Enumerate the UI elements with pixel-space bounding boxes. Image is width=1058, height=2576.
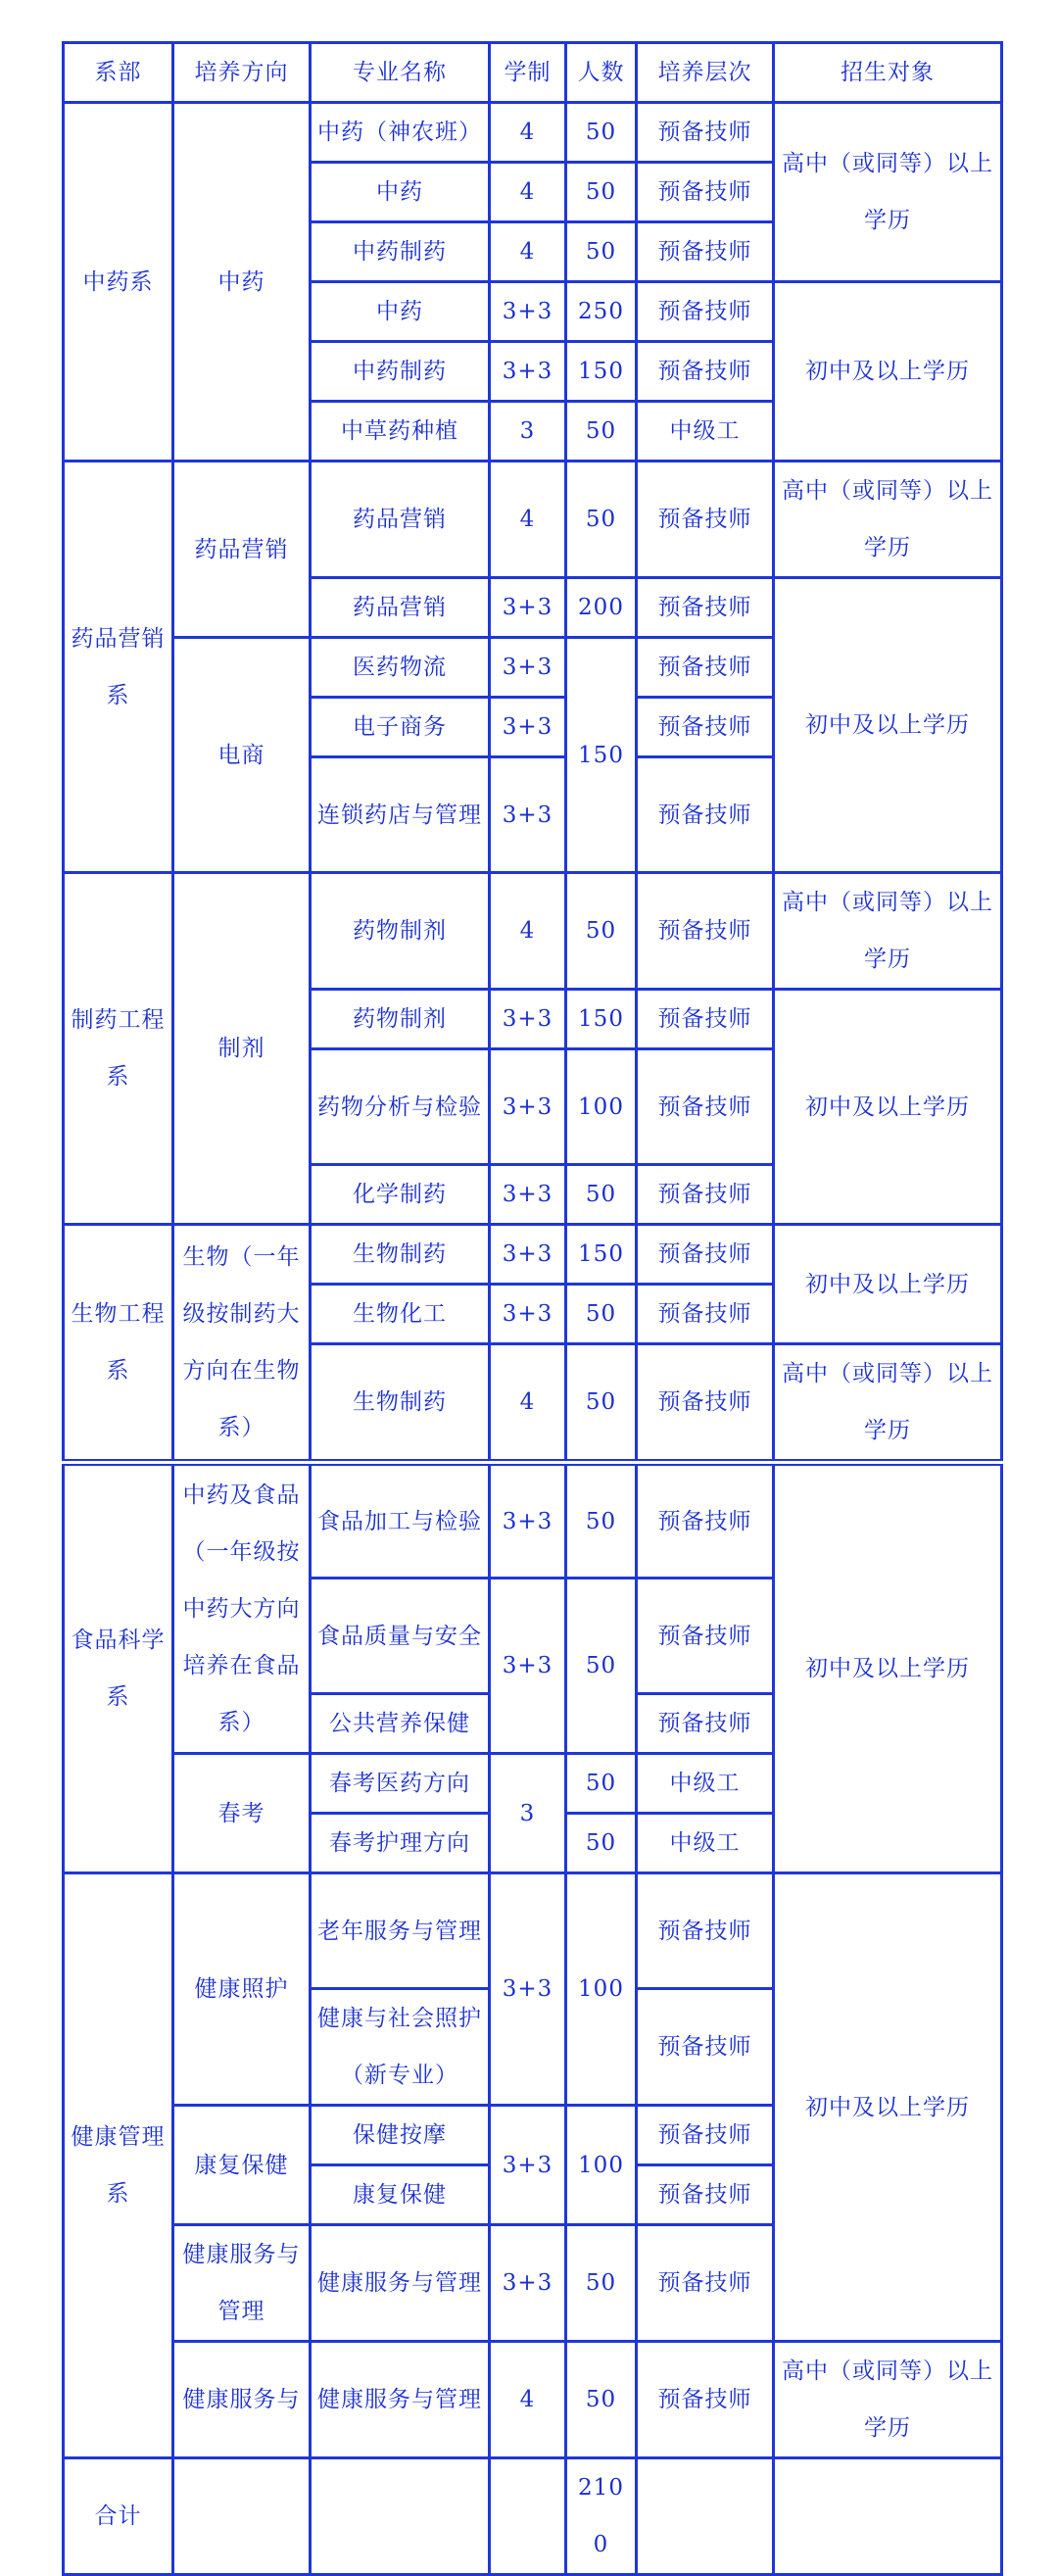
count-cell: 50 [566, 1754, 637, 1814]
level-cell: 预备技师 [637, 462, 774, 578]
direction-cell: 中药及食品（一年级按中药大方向培养在食品系） [173, 1463, 311, 1754]
enrollment-table [62, 41, 1003, 2576]
major-cell: 食品质量与安全 [311, 1579, 490, 1694]
level-cell: 预备技师 [637, 222, 774, 282]
major-cell: 中药（神农班） [311, 103, 490, 163]
level-cell: 预备技师 [637, 2342, 774, 2458]
level-cell: 预备技师 [637, 990, 774, 1049]
level-cell: 预备技师 [637, 342, 774, 402]
years-cell: 4 [490, 163, 566, 222]
target-cell: 初中及以上学历 [774, 1873, 1002, 2342]
table-row [64, 2342, 1002, 2458]
level-cell: 预备技师 [637, 578, 774, 638]
dept-cell: 生物工程系 [64, 1225, 173, 1463]
level-cell: 中级工 [637, 1814, 774, 1873]
dept-cell: 健康管理系 [64, 1873, 173, 2458]
table-row [64, 1225, 1002, 1285]
years-cell: 4 [490, 462, 566, 578]
major-cell: 健康服务与管理 [311, 2225, 490, 2342]
major-cell: 化学制药 [311, 1165, 490, 1225]
years-cell: 3+3 [490, 1225, 566, 1285]
dept-cell: 中药系 [64, 103, 173, 462]
direction-cell: 制剂 [173, 873, 311, 1225]
empty-cell [173, 2458, 311, 2575]
target-cell: 初中及以上学历 [774, 1225, 1002, 1344]
count-cell: 50 [566, 1344, 637, 1463]
level-cell: 预备技师 [637, 163, 774, 222]
years-cell: 3+3 [490, 638, 566, 698]
level-cell: 预备技师 [637, 1225, 774, 1285]
empty-cell [311, 2458, 490, 2575]
count-cell: 50 [566, 462, 637, 578]
major-cell: 生物制药 [311, 1344, 490, 1463]
count-cell: 150 [566, 1225, 637, 1285]
header-cell: 系部 [64, 43, 173, 103]
years-cell: 3+3 [490, 1873, 566, 2106]
years-cell: 3+3 [490, 698, 566, 757]
level-cell: 中级工 [637, 402, 774, 462]
empty-cell [490, 2458, 566, 2575]
direction-cell: 中药 [173, 103, 311, 462]
header-cell: 专业名称 [311, 43, 490, 103]
direction-cell: 健康服务与管理 [173, 2225, 311, 2342]
years-cell: 3+3 [490, 2106, 566, 2225]
header-cell: 学制 [490, 43, 566, 103]
years-cell: 4 [490, 103, 566, 163]
count-cell: 250 [566, 282, 637, 342]
major-cell: 连锁药店与管理 [311, 757, 490, 873]
level-cell: 预备技师 [637, 1989, 774, 2106]
count-cell: 50 [566, 1814, 637, 1873]
header-cell: 招生对象 [774, 43, 1002, 103]
header-cell: 培养方向 [173, 43, 311, 103]
major-cell: 电子商务 [311, 698, 490, 757]
major-cell: 药品营销 [311, 578, 490, 638]
level-cell: 预备技师 [637, 282, 774, 342]
major-cell: 药物制剂 [311, 873, 490, 990]
empty-cell [774, 2458, 1002, 2575]
years-cell: 3+3 [490, 578, 566, 638]
target-cell: 初中及以上学历 [774, 282, 1002, 462]
target-cell: 初中及以上学历 [774, 990, 1002, 1225]
level-cell: 预备技师 [637, 1463, 774, 1579]
level-cell: 预备技师 [637, 1165, 774, 1225]
level-cell: 预备技师 [637, 698, 774, 757]
major-cell: 健康与社会照护（新专业） [311, 1989, 490, 2106]
direction-cell: 药品营销 [173, 462, 311, 638]
years-cell: 3+3 [490, 1165, 566, 1225]
major-cell: 药物分析与检验 [311, 1049, 490, 1165]
count-cell: 100 [566, 1873, 637, 2106]
header-row [64, 43, 1002, 103]
years-cell: 3 [490, 1754, 566, 1873]
level-cell: 预备技师 [637, 757, 774, 873]
major-cell: 中药制药 [311, 342, 490, 402]
empty-cell [637, 2458, 774, 2575]
years-cell: 3+3 [490, 990, 566, 1049]
total-label: 合计 [64, 2458, 173, 2575]
years-cell: 3+3 [490, 1049, 566, 1165]
years-cell: 3+3 [490, 342, 566, 402]
target-cell: 初中及以上学历 [774, 578, 1002, 873]
count-cell: 150 [566, 990, 637, 1049]
years-cell: 4 [490, 873, 566, 990]
level-cell: 预备技师 [637, 2165, 774, 2225]
level-cell: 预备技师 [637, 2225, 774, 2342]
count-cell: 50 [566, 1463, 637, 1579]
count-cell: 50 [566, 222, 637, 282]
total-value: 2100 [566, 2458, 637, 2575]
count-cell: 50 [566, 1285, 637, 1344]
major-cell: 药物制剂 [311, 990, 490, 1049]
major-cell: 中药制药 [311, 222, 490, 282]
level-cell: 预备技师 [637, 103, 774, 163]
level-cell: 预备技师 [637, 1049, 774, 1165]
major-cell: 生物化工 [311, 1285, 490, 1344]
level-cell: 预备技师 [637, 2106, 774, 2165]
count-cell: 50 [566, 402, 637, 462]
count-cell: 100 [566, 2106, 637, 2225]
level-cell: 预备技师 [637, 873, 774, 990]
dept-cell: 药品营销系 [64, 462, 173, 873]
direction-cell: 春考 [173, 1754, 311, 1873]
years-cell: 3+3 [490, 2225, 566, 2342]
direction-cell: 健康照护 [173, 1873, 311, 2106]
major-cell: 健康服务与管理 [311, 2342, 490, 2458]
years-cell: 4 [490, 2342, 566, 2458]
years-cell: 4 [490, 222, 566, 282]
count-cell: 150 [566, 342, 637, 402]
target-cell: 高中（或同等）以上学历 [774, 103, 1002, 282]
count-cell: 50 [566, 873, 637, 990]
level-cell: 预备技师 [637, 1694, 774, 1754]
total-row [64, 2458, 1002, 2575]
count-cell: 50 [566, 1579, 637, 1754]
header-cell: 人数 [566, 43, 637, 103]
years-cell: 3+3 [490, 1463, 566, 1579]
major-cell: 生物制药 [311, 1225, 490, 1285]
table-row [64, 462, 1002, 578]
years-cell: 4 [490, 1344, 566, 1463]
major-cell: 老年服务与管理 [311, 1873, 490, 1989]
direction-cell: 生物（一年级按制药大方向在生物系） [173, 1225, 311, 1463]
major-cell: 药品营销 [311, 462, 490, 578]
count-cell: 150 [566, 638, 637, 873]
major-cell: 中草药种植 [311, 402, 490, 462]
enrollment-table-wrapper [62, 41, 1000, 2576]
years-cell: 3 [490, 402, 566, 462]
major-cell: 中药 [311, 282, 490, 342]
dept-cell: 制药工程系 [64, 873, 173, 1225]
table-row [64, 103, 1002, 163]
direction-cell: 电商 [173, 638, 311, 873]
major-cell: 春考医药方向 [311, 1754, 490, 1814]
count-cell: 200 [566, 578, 637, 638]
major-cell: 中药 [311, 163, 490, 222]
major-cell: 公共营养保健 [311, 1694, 490, 1754]
target-cell: 初中及以上学历 [774, 1463, 1002, 1873]
level-cell: 预备技师 [637, 1873, 774, 1989]
table-row [64, 873, 1002, 990]
major-cell: 康复保健 [311, 2165, 490, 2225]
direction-cell: 康复保健 [173, 2106, 311, 2225]
table-row [64, 1463, 1002, 1579]
years-cell: 3+3 [490, 1285, 566, 1344]
level-cell: 预备技师 [637, 1344, 774, 1463]
count-cell: 50 [566, 2342, 637, 2458]
target-cell: 高中（或同等）以上学历 [774, 1344, 1002, 1463]
level-cell: 预备技师 [637, 1285, 774, 1344]
level-cell: 预备技师 [637, 638, 774, 698]
target-cell: 高中（或同等）以上学历 [774, 2342, 1002, 2458]
header-cell: 培养层次 [637, 43, 774, 103]
years-cell: 3+3 [490, 757, 566, 873]
count-cell: 50 [566, 1165, 637, 1225]
count-cell: 50 [566, 103, 637, 163]
count-cell: 50 [566, 163, 637, 222]
dept-cell: 食品科学系 [64, 1463, 173, 1873]
years-cell: 3+3 [490, 282, 566, 342]
target-cell: 高中（或同等）以上学历 [774, 873, 1002, 990]
table-row [64, 1873, 1002, 1989]
target-cell: 高中（或同等）以上学历 [774, 462, 1002, 578]
years-cell: 3+3 [490, 1579, 566, 1754]
major-cell: 医药物流 [311, 638, 490, 698]
direction-cell: 健康服务与 [173, 2342, 311, 2458]
count-cell: 100 [566, 1049, 637, 1165]
major-cell: 食品加工与检验 [311, 1463, 490, 1579]
major-cell: 春考护理方向 [311, 1814, 490, 1873]
major-cell: 保健按摩 [311, 2106, 490, 2165]
level-cell: 中级工 [637, 1754, 774, 1814]
level-cell: 预备技师 [637, 1579, 774, 1694]
count-cell: 50 [566, 2225, 637, 2342]
